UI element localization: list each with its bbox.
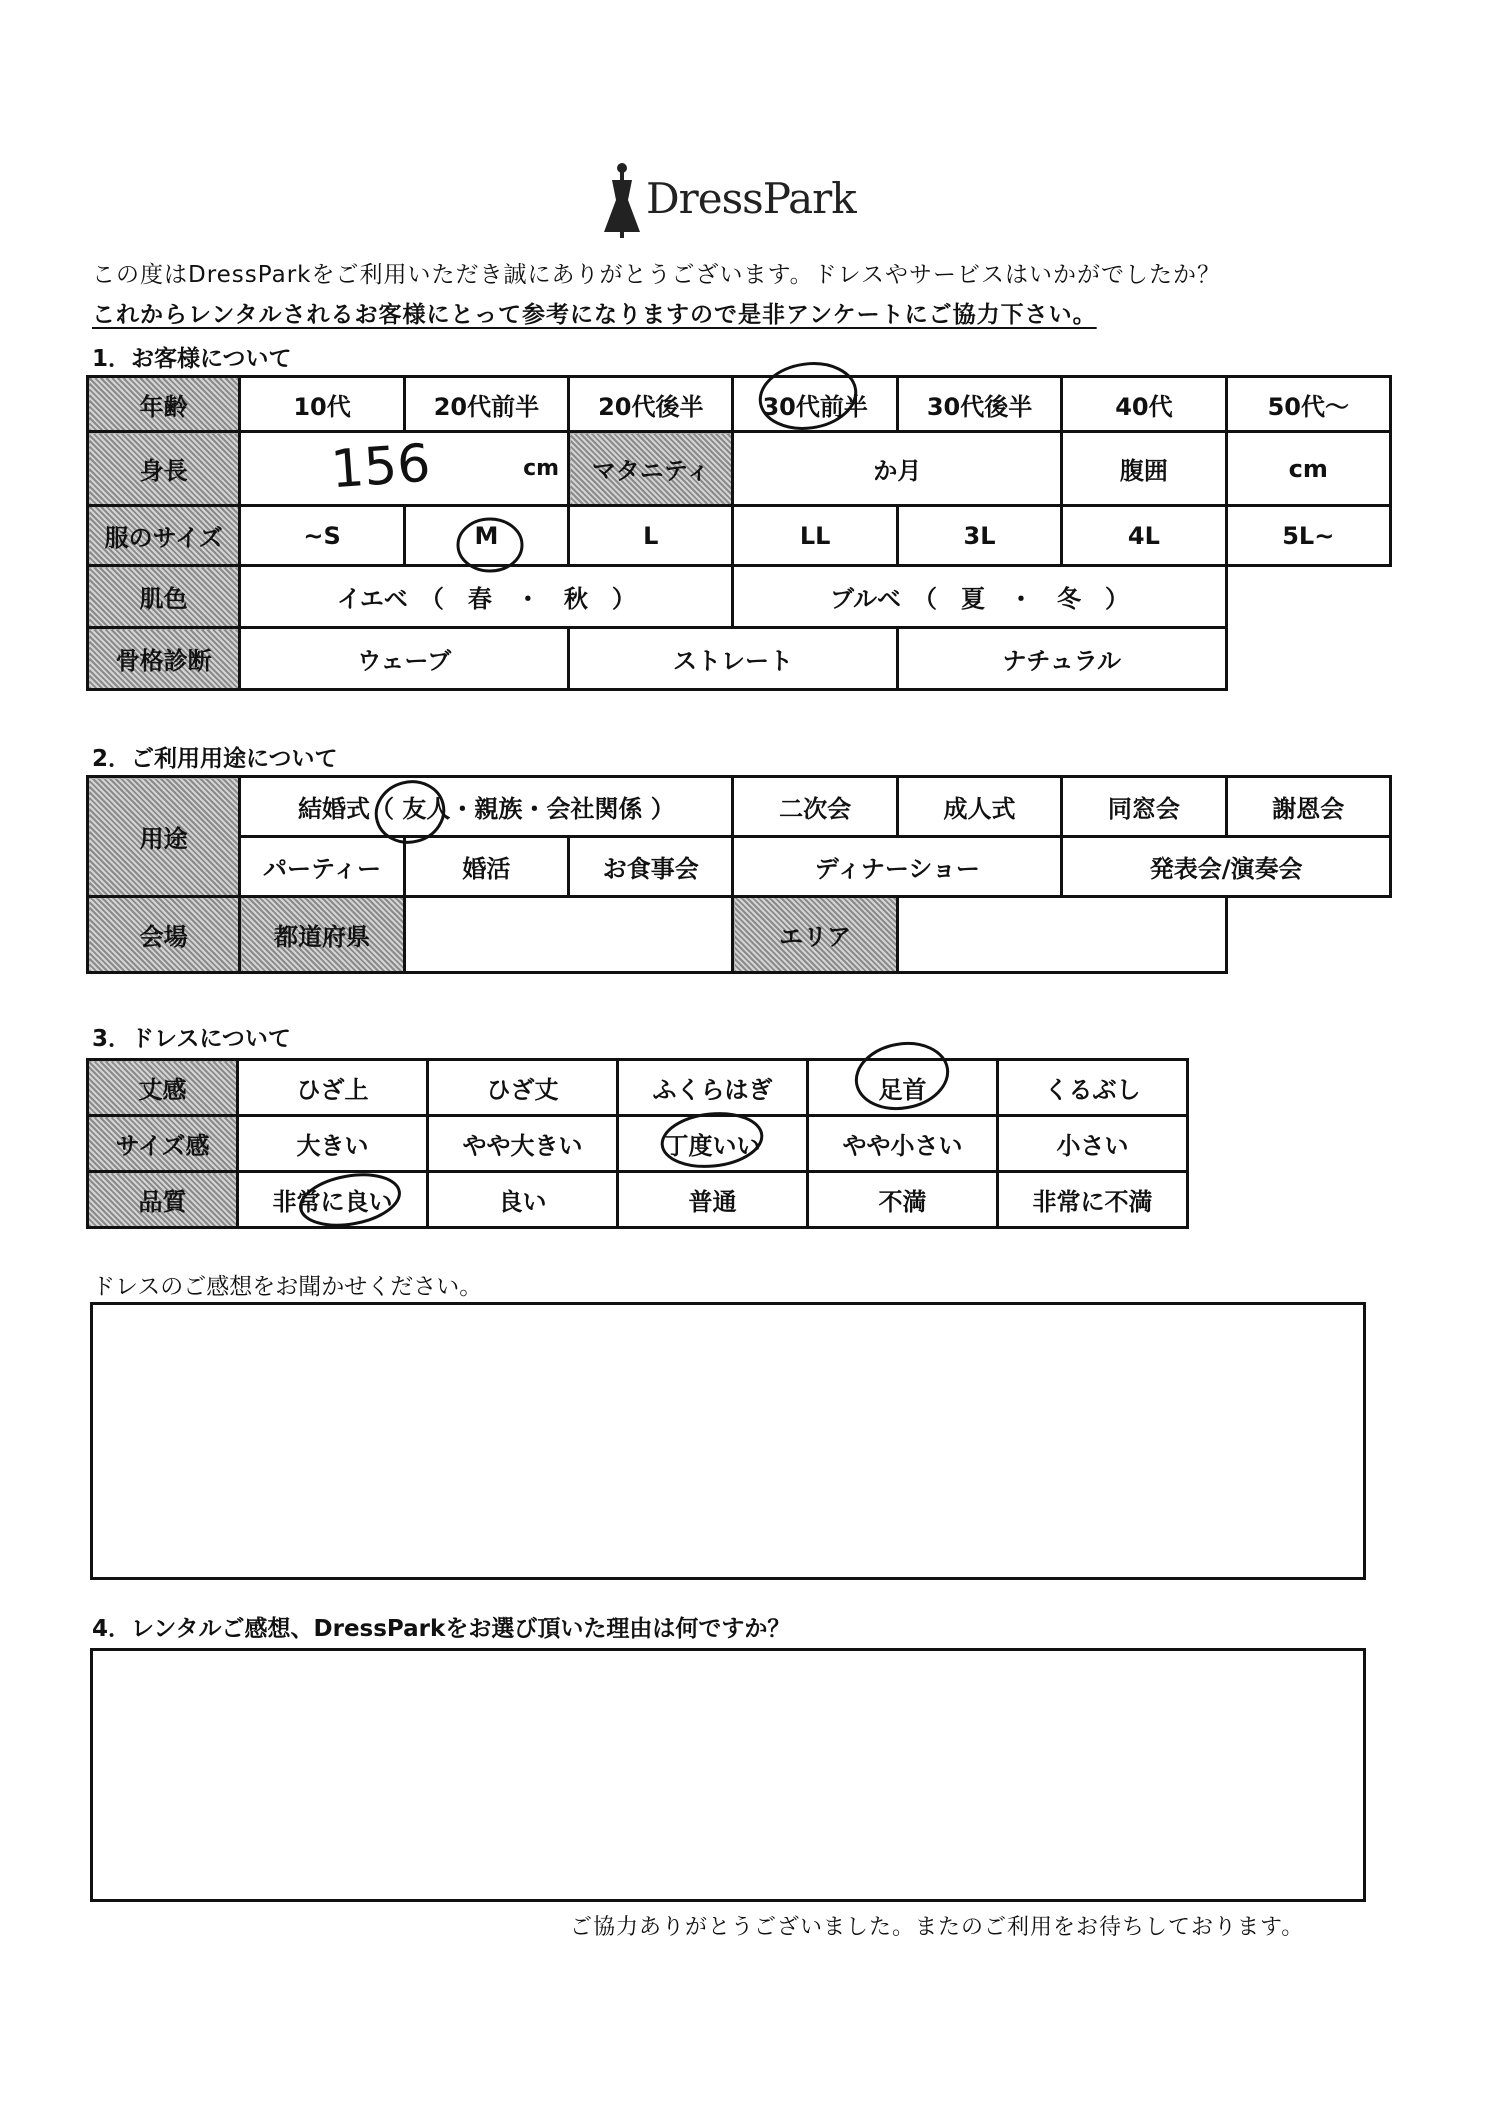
size-option[interactable]: 3L [897, 506, 1061, 566]
waist-unit: cm [1288, 454, 1328, 483]
bone-label: 骨格診断 [88, 628, 240, 690]
length-option[interactable]: ふくらはぎ [618, 1060, 808, 1116]
use-option[interactable]: パーティー [240, 837, 404, 897]
age-option-selected[interactable]: 30代前半 [733, 377, 897, 432]
bone-option[interactable]: ナチュラル [897, 628, 1226, 690]
skin-label: 肌色 [88, 566, 240, 628]
height-label: 身長 [88, 432, 240, 506]
venue-label: 会場 [88, 897, 240, 973]
height-value: 156 [329, 433, 433, 501]
fit-option[interactable]: やや小さい [808, 1116, 998, 1172]
quality-label: 品質 [88, 1172, 238, 1228]
size-option[interactable]: LL [733, 506, 897, 566]
section2-title: 2．ご利用用途について [92, 746, 338, 772]
length-label: 丈感 [88, 1060, 238, 1116]
fit-option[interactable]: 大きい [238, 1116, 428, 1172]
section3-title: 3．ドレスについて [92, 1026, 291, 1052]
use-option[interactable]: 婚活 [404, 837, 568, 897]
intro-text: この度はDressParkをご利用いただき誠にありがとうございます。ドレスやサービスはいかがでしたか？ [92, 262, 1221, 288]
fit-label: サイズ感 [88, 1116, 238, 1172]
maternity-label: マタニティ [569, 432, 733, 506]
use-option[interactable]: お食事会 [569, 837, 733, 897]
reason-textarea[interactable] [90, 1648, 1366, 1902]
use-option[interactable]: 謝恩会 [1226, 777, 1390, 837]
age-option[interactable]: 40代 [1062, 377, 1226, 432]
waist-label: 腹囲 [1062, 432, 1226, 506]
size-option-selected[interactable]: M [404, 506, 568, 566]
size-option[interactable]: L [569, 506, 733, 566]
length-option-selected[interactable]: 足首 [808, 1060, 998, 1116]
age-option[interactable]: 30代後半 [897, 377, 1061, 432]
size-option[interactable]: ~S [240, 506, 404, 566]
section4-title: 4．レンタルご感想、DressParkをお選び頂いた理由は何ですか？ [92, 1616, 791, 1642]
use-option[interactable]: 同窓会 [1062, 777, 1226, 837]
length-option[interactable]: ひざ丈 [428, 1060, 618, 1116]
use-option[interactable]: 発表会/演奏会 [1062, 837, 1391, 897]
size-label: 服のサイズ [88, 506, 240, 566]
impressions-textarea[interactable] [90, 1302, 1366, 1580]
quality-option[interactable]: 良い [428, 1172, 618, 1228]
length-option[interactable]: ひざ上 [238, 1060, 428, 1116]
quality-option[interactable]: 不満 [808, 1172, 998, 1228]
age-option[interactable]: 50代～ [1226, 377, 1390, 432]
maternity-field[interactable] [733, 432, 1062, 506]
height-field[interactable] [240, 432, 569, 506]
fit-option[interactable]: やや大きい [428, 1116, 618, 1172]
use-option[interactable]: 二次会 [733, 777, 897, 837]
length-option[interactable]: くるぶし [998, 1060, 1188, 1116]
age-option[interactable]: 10代 [240, 377, 404, 432]
age-option[interactable]: 20代前半 [404, 377, 568, 432]
fit-option-selected[interactable]: 丁度いい [618, 1116, 808, 1172]
maternity-unit: か月 [873, 457, 922, 485]
area-field[interactable] [897, 897, 1226, 973]
prefecture-label: 都道府県 [240, 897, 404, 973]
intro-request: これからレンタルされるお客様にとって参考になりますので是非アンケートにご協力下さい。 [92, 302, 1097, 328]
skin-blue-option[interactable]: ブルベ （ 夏 ・ 冬 ） [733, 566, 1226, 628]
section1-title: 1．お客様について [92, 346, 292, 372]
dresspark-logo [600, 160, 860, 240]
use-option[interactable]: 成人式 [897, 777, 1061, 837]
brand-name: DressPark [646, 174, 856, 223]
height-unit: cm [523, 456, 560, 481]
bone-option[interactable]: ストレート [569, 628, 898, 690]
age-label: 年齢 [88, 377, 240, 432]
dress-table [86, 1058, 1189, 1229]
quality-option[interactable]: 非常に不満 [998, 1172, 1188, 1228]
use-label: 用途 [88, 777, 240, 897]
prefecture-field[interactable] [404, 897, 733, 973]
area-label: エリア [733, 897, 897, 973]
dress-icon [600, 160, 644, 240]
use-option[interactable]: ディナーショー [733, 837, 1062, 897]
impressions-prompt: ドレスのご感想をお聞かせください。 [92, 1274, 483, 1300]
size-option[interactable]: 5L~ [1226, 506, 1390, 566]
wedding-option[interactable]: 結婚式（ 友人・親族・会社関係 ） [240, 777, 733, 837]
waist-field[interactable] [1226, 432, 1390, 506]
age-option[interactable]: 20代後半 [569, 377, 733, 432]
skin-yellow-option[interactable]: イエベ （ 春 ・ 秋 ） [240, 566, 733, 628]
quality-option-selected[interactable]: 非常に良い [238, 1172, 428, 1228]
fit-option[interactable]: 小さい [998, 1116, 1188, 1172]
customer-table [86, 375, 1392, 691]
bone-option[interactable]: ウェーブ [240, 628, 569, 690]
closing-message: ご協力ありがとうございました。またのご利用をお待ちしております。 [570, 1915, 1305, 1940]
usage-table [86, 775, 1392, 974]
quality-option[interactable]: 普通 [618, 1172, 808, 1228]
size-option[interactable]: 4L [1062, 506, 1226, 566]
